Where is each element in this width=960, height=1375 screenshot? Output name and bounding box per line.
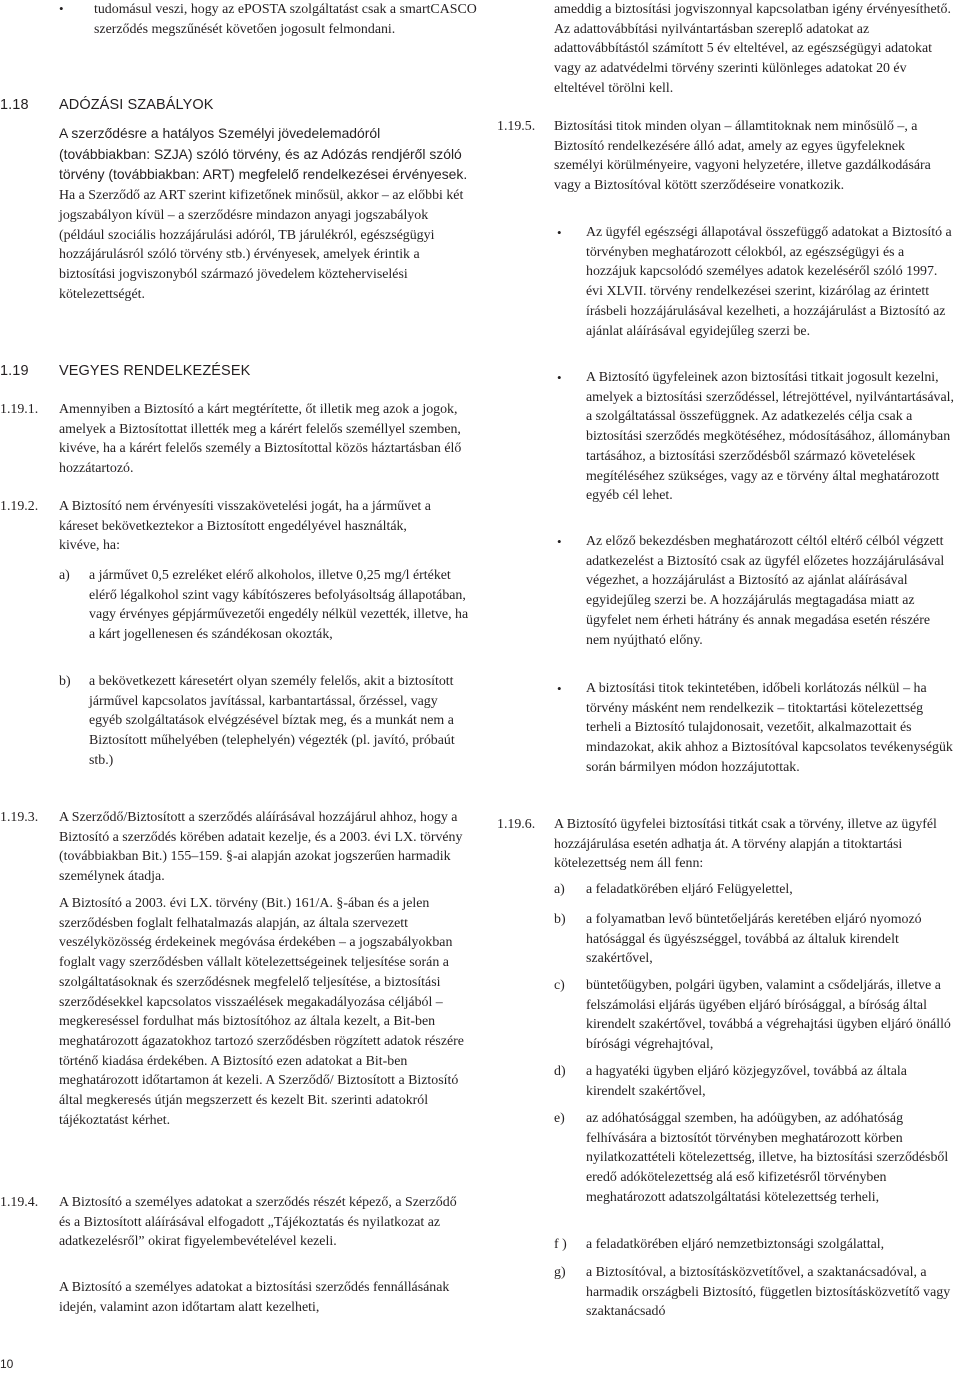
bullet-icon: • <box>557 681 562 696</box>
bullet-item-4: A biztosítási titok tekintetében, időbeli korlátozás nélkül – ha törvény másként nem rendelkezik – titoktartási kötelezettség terheli a Biztosító tulajdonosait, vezetőit, alkalmazottait és mindazokat, akik ahhoz a Biztosítóval kapcsolatos tevékenységük során bármilyen módon hozzájutottak. <box>586 681 953 775</box>
list-label-b: b) <box>554 912 566 927</box>
paragraph-number-1-19-4: 1.19.4. <box>0 1195 39 1210</box>
bullet-item-2: A Biztosító ügyfeleinek azon biztosítási titkait jogosult kezelni, amelyek a biztosítási szerződéssel, létrejöttével, nyilvántartásával, a szolgáltatással összefüggnek. Az adatkezelés célja csak a biztosítási szerződés megkötéséhez, módosításához, állományban tartásához, a biztosítási szerződésből származó követelések megítéléséhez szükséges, vagy az e törvény által meghatározott egyéb cél lehet. <box>586 370 954 504</box>
paragraph-1-19-3-b: A Biztosító a 2003. évi LX. törvény (Bit.) 161/A. §-ában és a jelen szerződésben foglalt felhatalmazás alapján, az általa szervezett veszélyközösség érdekeinek megóvása érdekében – a jogszabályokban foglalt vagy szerződésben vállalt kötelezettségeinek teljesítése során a szolgáltatásoknak és szerződésnek megfelelő teljesítése, a biztosítási szerződésekkel kapcsolatos visszaélések megakadályozása céljából – megkereséssel fordulhat más biztosítóhoz az általa kezelt, a Bit-ben meghatározott ágazatokhoz tartozó szerződésben rögzített adatok részére történő kiadása érdekében. A Biztosító ezen adatokat a Bit-ben meghatározott időtartamon át kezeli. A Szerződő/ Biztosított a Biztosító által megkeresés útján megszerzett és kezelt Bit. szerinti adatokról tájékoztatást kérhet. <box>59 896 464 1128</box>
paragraph-1-19-6: A Biztosító ügyfelei biztosítási titkát csak a törvény, illetve az ügyfél hozzájárulása esetén adhatja át. A törvény alapján a titoktartási kötelezettség nem áll fenn: <box>554 817 937 872</box>
bullet-icon: • <box>557 370 562 385</box>
section-1-18-body <box>59 124 474 304</box>
section-number: 1.18 <box>0 97 29 113</box>
section-title: VEGYES RENDELKEZÉSEK <box>59 363 251 379</box>
list-item-d: a hagyatéki ügyben eljáró közjegyzővel, továbbá az általa kirendelt szakértővel, <box>586 1064 907 1099</box>
paragraph-1-19-2: A Biztosító nem érvényesíti visszakövetelési jogát, ha a járművet a káreset bekövetkeztekor a Biztosított engedélyével használták, kivéve, ha: <box>59 499 431 554</box>
list-item-b: a bekövetkezett káresetért olyan személy felelős, akit a biztosított járművel kapcsolatos javítással, karbantartással, őrzéssel, vagy egyéb szolgáltatások elvégzésével bíztak meg, és a munkát nem a Biztosított műhelyében (telephelyén) végezték (pl. javító, próbaút stb.) <box>89 674 455 768</box>
paragraph-number-1-19-3: 1.19.3. <box>0 810 39 825</box>
list-label-a: a) <box>554 882 565 897</box>
intro-bullet-text: tudomásul veszi, hogy az ePOSTA szolgáltatást csak a smartCASCO szerződés megszűnését követően jogosult felmondani. <box>94 2 477 37</box>
paragraph-number-1-19-6: 1.19.6. <box>497 817 536 832</box>
section-title: ADÓZÁSI SZABÁLYOK <box>59 97 214 113</box>
list-label-c: c) <box>554 978 565 993</box>
list-label-d: d) <box>554 1064 566 1079</box>
list-item-f: a feladatkörében eljáró nemzetbiztonsági szolgálattal, <box>586 1237 885 1252</box>
continuation-text: ameddig a biztosítási jogviszonnyal kapcsolatban igény érvényesíthető. Az adattovábbítási nyilvántartásban szereplő adatokat az adattovábbítástól számított 5 év elteltével, az egészségügyi adatokat vagy az adatvédelmi törvény szerinti különleges adatokat 20 év elteltével törölni kell. <box>554 2 951 96</box>
section-1-18-rest: Ha a Szerződő az ART szerint kifizetőnek minősül, akkor – az előbbi két jogszabályon kívül – a szerződésre mindazon anyagi jogszabályok (például szociális hozzájárulási adóról, TB járulékról, egészségügyi hozzájárulásról szóló törvény stb.) érvényesek, amelyek érintik a biztosítási jogviszonyból származó jövedelem közteherviselési kötelezettségét. <box>59 188 464 302</box>
list-label-a: a) <box>59 568 70 583</box>
list-item-a: a járművet 0,5 ezreléket elérő alkoholos, illetve 0,25 mg/l értéket elérő légalkohol szint vagy kábítószeres befolyásoltság állapotában, vagy érvényes gépjárművezetői engedély nélkül vezették, illetve, ha a kárt jogellenesen és szándékosan okozták, <box>89 568 469 643</box>
paragraph-number-1-19-2: 1.19.2. <box>0 499 39 514</box>
list-label-b: b) <box>59 674 71 689</box>
bullet-icon: • <box>557 534 562 549</box>
bullet-icon: • <box>59 1 64 16</box>
list-item-e: az adóhatósággal szemben, ha adóügyben, az adóhatóság felhívására a biztosítót törvényben meghatározott körben nyilatkozattételi kötelezettség, illetve, ha biztosítási szerződésből eredő adókötelezettség alá eső kifizetésről törvényben meghatározott adatszolgáltatási kötelezettség terheli, <box>586 1111 949 1205</box>
bullet-item-1: Az ügyfél egészségi állapotával összefüggő adatokat a Biztosító a törvényben meghatározott célokból, az egészségügyi és a hozzájuk kapcsolódó személyes adatok kezeléséről szóló 1997. évi XLVII. törvény rendelkezései szerint, kizárólag az érintett írásbeli hozzájárulásával kezelheti, a hozzájárulást a Biztosító az ajánlat aláírásával egyidejűleg szerzi be. <box>586 225 952 339</box>
paragraph-1-19-5: Biztosítási titok minden olyan – államtitoknak nem minősülő –, a Biztosító rendelkezésére álló adat, amely az egyes ügyfeleknek személyi körülményeire, vagyoni helyzetére, illetve gazdálkodására vagy a Biztosítóval kötött szerződéseire vonatkozik. <box>554 119 931 194</box>
paragraph-1-19-4-a: A Biztosító a személyes adatokat a szerződés részét képező, a Szerződő és a Biztosított aláírásával elfogadott „Tájékoztatás és nyilatkozat az adatkezelésről” okirat figyelembevételével kezeli. <box>59 1195 457 1250</box>
bullet-icon: • <box>557 225 562 240</box>
list-item-a: a feladatkörében eljáró Felügyelettel, <box>586 882 793 897</box>
page-number: 10 <box>0 1357 14 1371</box>
list-item-g: a Biztosítóval, a biztosításközvetítővel, a szaktanácsadóval, a harmadik országbeli Biztosító, független biztosításközvetítő vagy szaktanácsadó <box>586 1265 951 1320</box>
list-item-b: a folyamatban levő büntetőeljárás keretében eljáró nyomozó hatósággal és ügyészséggel, továbbá az általuk kirendelt szakértővel, <box>586 912 922 967</box>
bullet-item-3: Az előző bekezdésben meghatározott céltól eltérő célból végzett adatkezelést a Biztosító csak az ügyfél előzetes hozzájárulásával végezhet, a hozzájárulást a Biztosító az ajánlat aláírásával egyidejűleg szerzi be. A hozzájárulás megtagadása miatt az ügyfelet nem érheti hátrány és annak megadása esetén részére nem nyújtható előny. <box>586 534 945 648</box>
section-number: 1.19 <box>0 363 29 379</box>
list-label-f: f ) <box>554 1237 567 1252</box>
paragraph-1-19-4-b: A Biztosító a személyes adatokat a biztosítási szerződés fennállásának idején, valamint azon időtartam alatt kezelheti, <box>59 1280 450 1315</box>
list-item-c: büntetőügyben, polgári ügyben, valamint a csődeljárás, illetve a felszámolási eljárás ügyében eljáró bírósággal, a bíróság által kirendelt szakértővel, továbbá a végrehajtási ügyben eljáró önálló bírósági végrehajtóval, <box>586 978 951 1053</box>
section-1-18-intro: A szerződésre a hatályos Személyi jövedelemadóról (továbbiakban: SZJA) szóló törvény, és az Adózás rendjéről szóló törvény (továbbiakban: ART) megfelelő rendelkezései érvényesek. <box>59 125 468 183</box>
paragraph-1-19-3-a: A Szerződő/Biztosított a szerződés aláírásával hozzájárul ahhoz, hogy a Biztosító a szerződés körében adatait kezelje, és a 2003. évi LX. törvény (továbbiakban Bit.) 155–159. §-ai alapján azokat jogszerűen harmadik személynek átadja. <box>59 810 463 885</box>
paragraph-1-19-1: Amennyiben a Biztosító a kárt megtérítette, őt illetik meg azok a jogok, amelyek a Biztosítottat illették meg a kárért felelős személlyel szemben, kivéve, ha a kárért felelős személy a Biztosítottal közös háztartásban élő hozzátartozó. <box>59 402 462 477</box>
list-label-g: g) <box>554 1265 566 1280</box>
list-label-e: e) <box>554 1111 565 1126</box>
paragraph-number-1-19-5: 1.19.5. <box>497 119 536 134</box>
paragraph-number-1-19-1: 1.19.1. <box>0 402 39 417</box>
